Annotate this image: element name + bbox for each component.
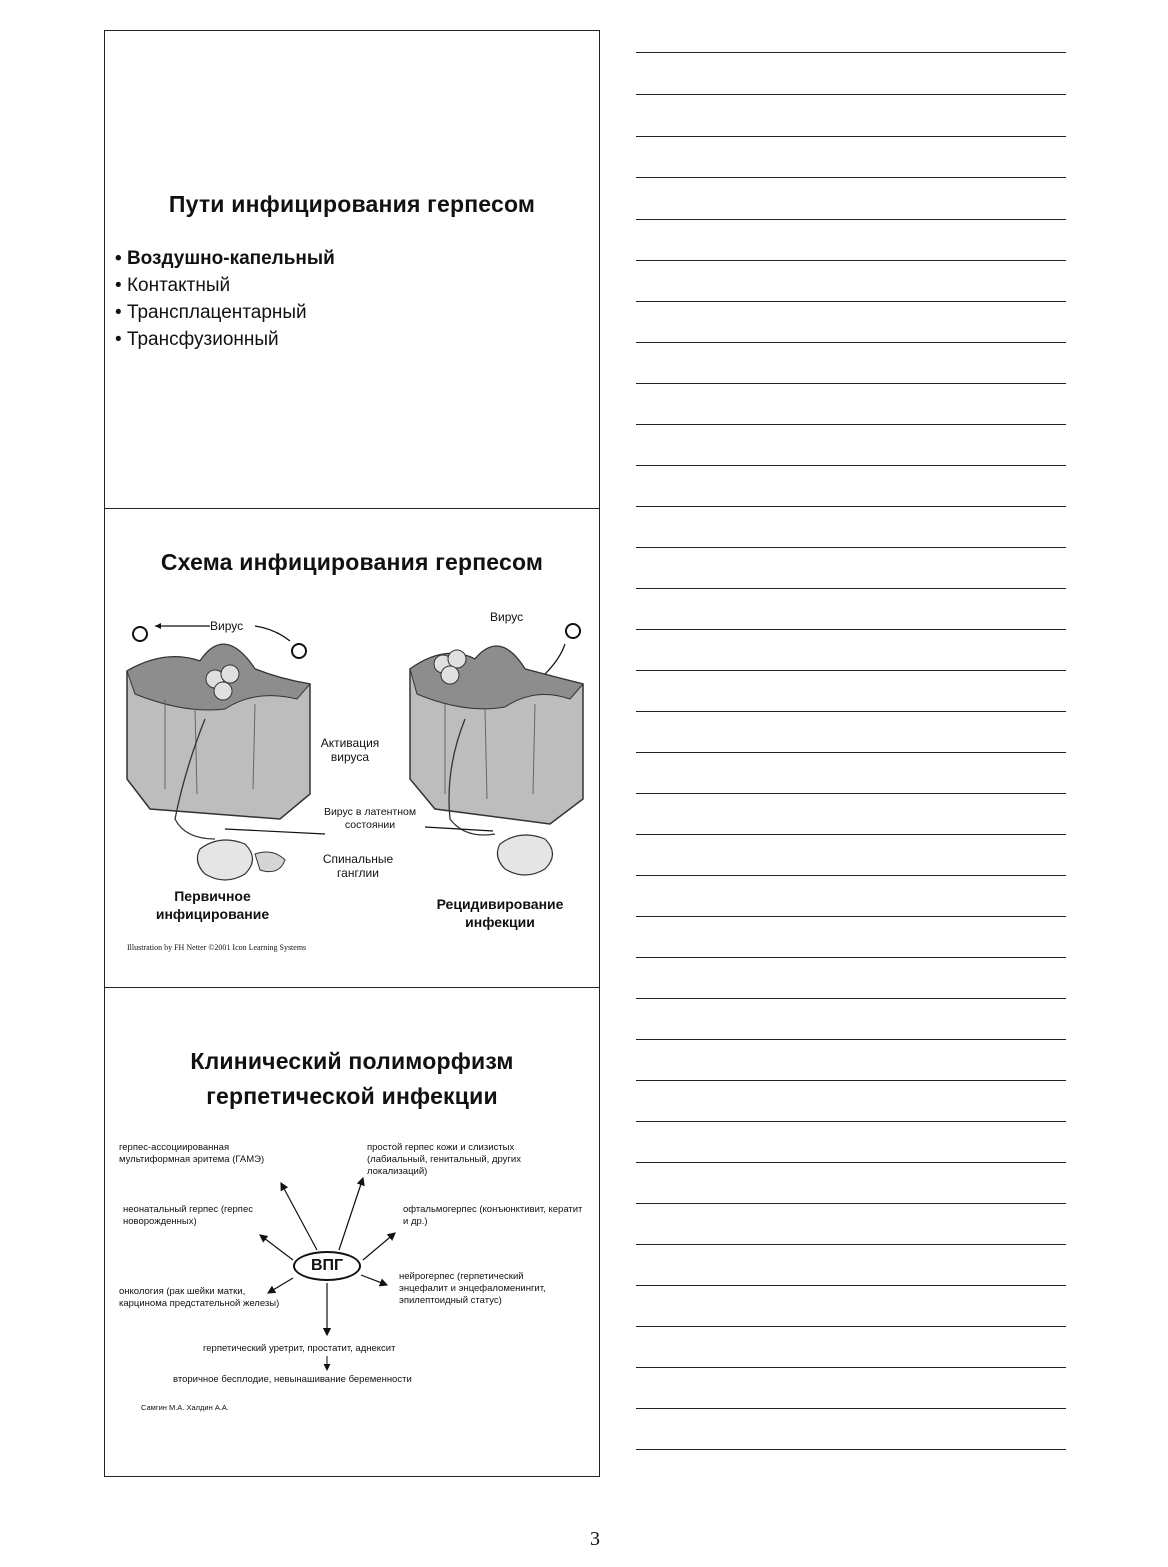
- note-line: [636, 1367, 1066, 1368]
- note-line: [636, 1121, 1066, 1122]
- note-line: [636, 752, 1066, 753]
- note-line: [636, 793, 1066, 794]
- latent-label: Вирус в латентном состоянии: [323, 806, 417, 831]
- note-line: [636, 1203, 1066, 1204]
- slide-1: [104, 30, 600, 509]
- note-line: [636, 1162, 1066, 1163]
- bullet-item: • Трансплацентарный: [115, 299, 335, 326]
- neuroherpes-item: нейрогерпес (герпетический энцефалит и энцефаломенингит, эпилептоидный статус): [399, 1271, 546, 1306]
- hsv-center-node: ВПГ: [293, 1251, 361, 1281]
- slide-2-title: Схема инфицирования герпесом: [160, 549, 544, 575]
- note-line: [636, 1408, 1066, 1409]
- note-line: [636, 670, 1066, 671]
- note-line: [636, 834, 1066, 835]
- note-line: [636, 383, 1066, 384]
- note-line: [636, 260, 1066, 261]
- slide-2: [104, 508, 600, 988]
- virus-particle-icon: [566, 624, 580, 638]
- gamae-item: герпес-ассоциированная мультиформная эритема (ГАМЭ): [119, 1142, 265, 1165]
- note-line: [636, 1326, 1066, 1327]
- slide-3: [104, 987, 600, 1477]
- page-number: 3: [590, 1528, 600, 1550]
- ophthalmo-herpes-item: офтальмогерпес (конъюнктивит, кератит и др.): [403, 1204, 583, 1227]
- note-line: [636, 711, 1066, 712]
- slide-3-title-line-1: Клинический полиморфизм: [190, 1048, 514, 1074]
- authors: Самгин М.А. Халдин А.А.: [141, 1403, 229, 1412]
- note-line: [636, 875, 1066, 876]
- bullet-item: • Воздушно-капельный: [115, 245, 335, 272]
- note-line: [636, 547, 1066, 548]
- note-line: [636, 1039, 1066, 1040]
- neonatal-herpes-item: неонатальный герпес (герпес новорожденных): [123, 1204, 253, 1227]
- note-line: [636, 52, 1066, 53]
- note-line: [636, 465, 1066, 466]
- bullet-item: • Трансфузионный: [115, 326, 335, 353]
- virus-particle-icon: [292, 644, 306, 658]
- note-line: [636, 136, 1066, 137]
- note-line: [636, 1244, 1066, 1245]
- ganglia-label: Спинальные ганглии: [322, 852, 394, 880]
- virus-label-right: Вирус: [490, 610, 524, 624]
- note-line: [636, 424, 1066, 425]
- slide-1-title: Пути инфицирования герпесом: [168, 191, 536, 217]
- oncology-item: онкология (рак шейки матки, карцинома предстательной железы): [119, 1286, 280, 1309]
- skin-herpes-item: простой герпес кожи и слизистых (лабиальный, генитальный, других локализаций): [367, 1142, 521, 1177]
- primary-skin-illustration: [127, 644, 310, 880]
- note-line: [636, 301, 1066, 302]
- note-line: [636, 588, 1066, 589]
- note-line: [636, 177, 1066, 178]
- note-line: [636, 1080, 1066, 1081]
- note-line: [636, 506, 1066, 507]
- note-line: [636, 916, 1066, 917]
- note-line: [636, 342, 1066, 343]
- activation-label: Активация вируса: [320, 736, 380, 764]
- infertility-item: вторичное бесплодие, невынашивание беременности: [173, 1374, 412, 1385]
- urethritis-item: герпетический уретрит, простатит, аднексит: [203, 1343, 396, 1354]
- bullet-list: [115, 245, 335, 353]
- note-line: [636, 1285, 1066, 1286]
- bullet-item: • Контактный: [115, 272, 335, 299]
- note-line: [636, 219, 1066, 220]
- note-line: [636, 957, 1066, 958]
- primary-infection-caption: Первичное инфицирование: [155, 888, 270, 922]
- note-line: [636, 629, 1066, 630]
- note-line: [636, 1449, 1066, 1450]
- recurrent-skin-illustration: [410, 646, 583, 875]
- note-line: [636, 94, 1066, 95]
- virus-label-left: Вирус: [210, 619, 244, 633]
- virus-particle-icon: [133, 627, 147, 641]
- slide-3-title-line-2: герпетической инфекции: [206, 1083, 498, 1109]
- recurrence-caption: Рецидивирование инфекции: [436, 896, 564, 930]
- illustration-credit: Illustration by FH Netter ©2001 Icon Learning Systems: [127, 943, 307, 952]
- note-line: [636, 998, 1066, 999]
